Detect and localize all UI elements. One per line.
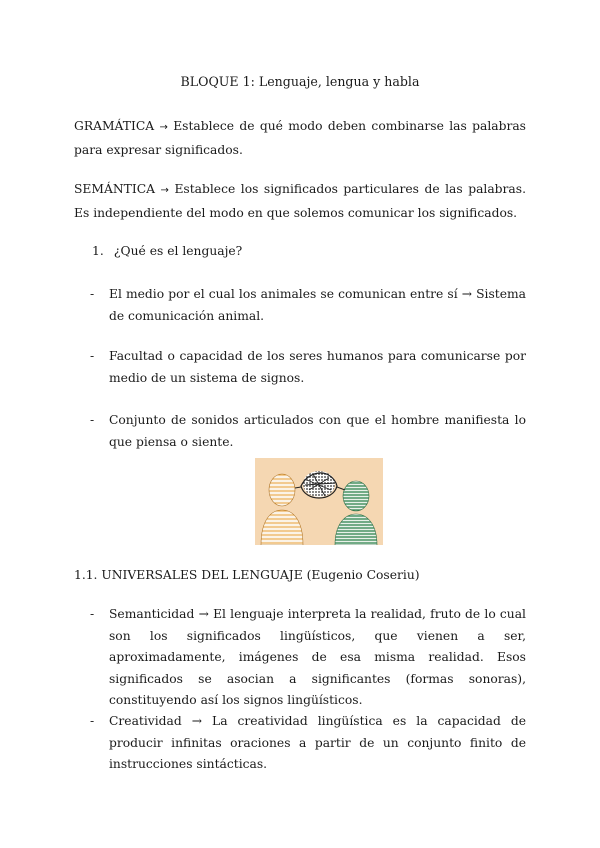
dash-bullet: -: [90, 714, 95, 728]
dash-bullet: -: [90, 607, 95, 621]
section-author: (Eugenio Coseriu): [306, 568, 420, 582]
section-title: UNIVERSALES DEL LENGUAJE: [101, 568, 303, 582]
semantica-paragraph: [74, 178, 526, 224]
dash-bullet: -: [90, 349, 95, 363]
universal-item: [90, 711, 526, 776]
definition-item: [90, 410, 526, 453]
semantica-text: Establece los significados particulares de las palabras. Es independiente del modo en que solemos comunicar los significados.: [74, 182, 526, 220]
gramatica-term: GRAMÁTICA: [74, 119, 155, 133]
definition-item: [90, 284, 526, 327]
page-title: BLOQUE 1: Lenguaje, lengua y habla: [180, 74, 420, 89]
gramatica-paragraph: [74, 115, 526, 161]
definition-text: Conjunto de sonidos articulados con que el hombre manifiesta lo que piensa o siente.: [109, 413, 526, 449]
two-heads-talking-illustration: [255, 458, 383, 545]
universal-text: Semanticidad → El lenguaje interpreta la realidad, fruto de lo cual son los significados lingüísticos, que vienen a ser, aproximadamente, imágenes de esa misma realidad. Esos significados se asocian a significantes (formas sonoras), constituyendo así los signos lingüísticos.: [109, 607, 526, 707]
dash-bullet: -: [90, 413, 95, 427]
definition-text: Facultad o capacidad de los seres humanos para comunicarse por medio de un sistema de signos.: [109, 349, 526, 385]
section-heading: [74, 564, 420, 586]
gramatica-text: Establece de qué modo deben combinarse las palabras para expresar significados.: [74, 119, 526, 157]
universal-text: Creatividad → La creatividad lingüística es la capacidad de producir infinitas oraciones a partir de un conjunto finito de instrucciones sintácticas.: [109, 714, 526, 771]
numbered-question: [92, 240, 512, 262]
arrow-icon: →: [160, 185, 169, 196]
section-number: 1.1.: [74, 568, 98, 582]
arrow-icon: →: [159, 122, 168, 133]
dash-bullet: -: [90, 287, 95, 301]
definition-text: El medio por el cual los animales se comunican entre sí → Sistema de comunicación animal.: [109, 287, 526, 323]
definition-item: [90, 346, 526, 389]
question-number: 1.: [92, 244, 104, 258]
question-text: ¿Qué es el lenguaje?: [113, 244, 243, 258]
universal-item: [90, 604, 526, 712]
semantica-term: SEMÁNTICA: [74, 182, 155, 196]
